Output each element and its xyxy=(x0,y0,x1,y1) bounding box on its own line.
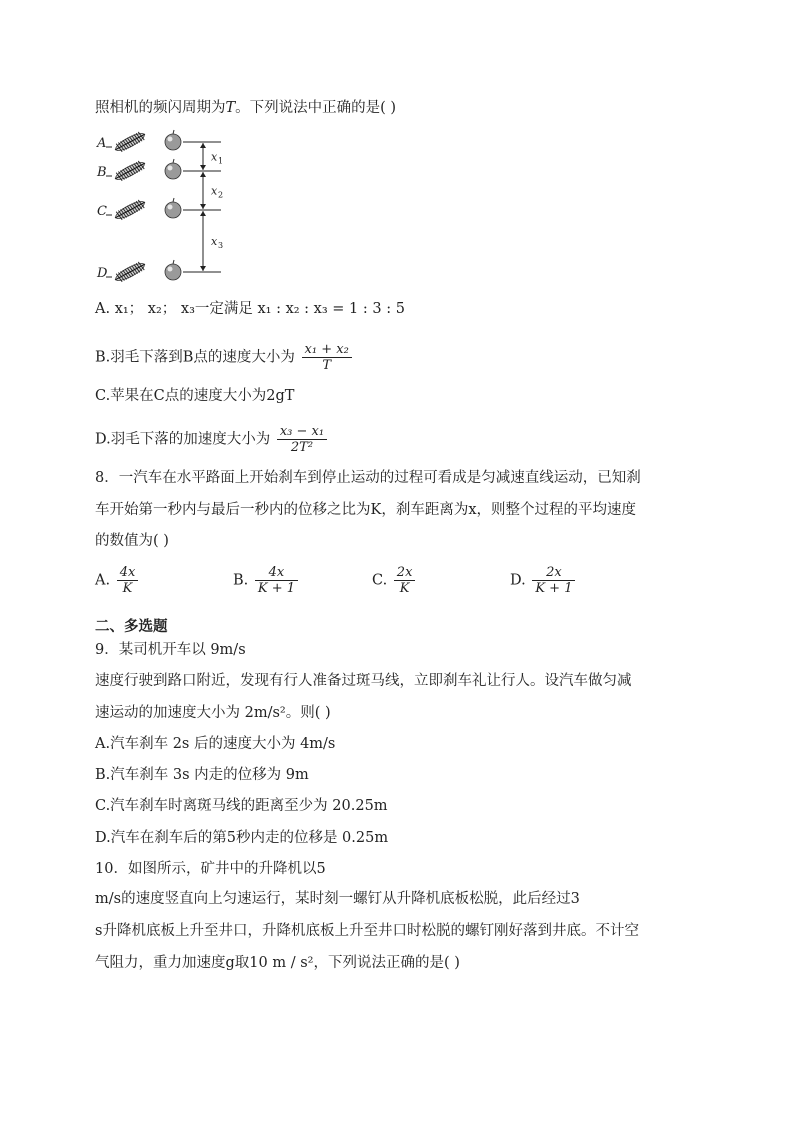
q8-option-a-den: K xyxy=(122,581,133,596)
distance-label-x2: x xyxy=(211,184,218,198)
q7-option-b-den: T xyxy=(322,358,331,373)
q9-option-d: D.汽车在刹车后的第5秒内走的位移是 0.25m xyxy=(95,830,389,846)
q7-option-d-fraction xyxy=(277,424,327,455)
q7-option-d-text: D.羽毛下落的加速度大小为 xyxy=(95,431,271,448)
free-fall-figure xyxy=(95,126,235,286)
q8-option-b-den: K + 1 xyxy=(257,581,296,596)
q9-line1: 9．某司机开车以 9m/s xyxy=(95,642,246,658)
q8-option-b-label: B. xyxy=(233,572,249,589)
distance-subscript: 1 xyxy=(218,156,224,166)
apple-highlight xyxy=(168,205,173,210)
q7-option-a: A. x₁； x₂； x₃一定满足 x₁ : x₂ : x₃ = 1 : 3 : 5 xyxy=(95,301,405,317)
q8-option-a-num: 4x xyxy=(117,565,139,581)
q7-intro-T: T xyxy=(225,100,236,116)
q7-intro-tail: 。下列说法中正确的是( ) xyxy=(235,100,397,116)
arrow-head-down xyxy=(200,165,206,170)
q7-option-b-num: x₁ + x₂ xyxy=(302,342,352,358)
q8-option-a xyxy=(95,565,140,596)
q7-intro xyxy=(95,98,396,118)
apple-stem xyxy=(173,260,174,264)
q7-intro-text: 照相机的频闪周期为 xyxy=(95,100,226,116)
q8-option-a-label: A. xyxy=(95,572,111,589)
q9-line2: 速度行驶到路口附近，发现有行人准备过斑马线，立即刹车礼让行人。设汽车做匀减 xyxy=(95,673,632,689)
apple-stem xyxy=(173,130,174,134)
distance-label-x1: x xyxy=(211,150,218,164)
point-label-b: B xyxy=(97,165,107,180)
q8-option-d xyxy=(510,565,577,596)
apple-icon xyxy=(165,134,181,150)
section-heading: 二、多选题 xyxy=(95,619,168,635)
arrow-head-down xyxy=(200,204,206,209)
arrow-head-down xyxy=(200,266,206,271)
point-label-c: C xyxy=(97,204,107,219)
q9-option-c: C.汽车刹车时离斑马线的距离至少为 20.25m xyxy=(95,798,388,814)
q10-line3: s升降机底板上升至井口，升降机底板上升至井口时松脱的螺钉刚好落到井底。不计空 xyxy=(95,923,639,939)
q10-line2: m/s的速度竖直向上匀速运行，某时刻一螺钉从升降机底板松脱，此后经过3 xyxy=(95,891,580,907)
arrow-head-up xyxy=(200,172,206,177)
q8-option-b-num: 4x xyxy=(255,565,298,581)
apple-highlight xyxy=(168,166,173,171)
q7-option-b xyxy=(95,342,354,373)
feather-icon xyxy=(113,130,148,155)
q8-option-c xyxy=(372,565,417,596)
q7-option-d xyxy=(95,424,329,455)
arrow-head-up xyxy=(200,143,206,148)
point-label-a: A xyxy=(97,136,107,151)
q8-option-d-num: 2x xyxy=(532,565,575,581)
q10-line1: 10．如图所示，矿井中的升降机以5 xyxy=(95,861,326,877)
apple-icon xyxy=(165,163,181,179)
feather-icon xyxy=(113,260,148,285)
q8-line1: 8．一汽车在水平路面上开始刹车到停止运动的过程可看成是匀减速直线运动，已知刹 xyxy=(95,470,641,486)
apple-highlight xyxy=(168,267,173,272)
q9-line3: 速运动的加速度大小为 2m/s²。则( ) xyxy=(95,705,331,721)
q10-line4: 气阻力，重力加速度g取10 m / s²，下列说法正确的是( ) xyxy=(95,955,460,971)
apple-stem xyxy=(173,159,174,163)
apple-icon xyxy=(165,264,181,280)
q8-option-b xyxy=(233,565,300,596)
q8-option-d-label: D. xyxy=(510,572,526,589)
distance-label-x3: x xyxy=(211,235,218,248)
arrow-head-up xyxy=(200,211,206,216)
q9-option-b: B.汽车刹车 3s 内走的位移为 9m xyxy=(95,767,309,783)
q7-option-b-text: B.羽毛下落到B点的速度大小为 xyxy=(95,349,295,366)
q9-option-a: A.汽车刹车 2s 后的速度大小为 4m/s xyxy=(95,736,336,752)
q7-option-d-num: x₃ − x₁ xyxy=(277,424,327,440)
apple-icon xyxy=(165,202,181,218)
q8-line2: 车开始第一秒内与最后一秒内的位移之比为K，刹车距离为x，则整个过程的平均速度 xyxy=(95,502,637,518)
feather-icon xyxy=(113,159,148,184)
feather-icon xyxy=(113,198,148,223)
q8-option-c-label: C. xyxy=(372,572,388,589)
q8-option-c-num: 2x xyxy=(394,565,416,581)
q7-option-d-den: 2T² xyxy=(290,440,314,455)
apple-highlight xyxy=(168,137,173,142)
q7-option-b-fraction xyxy=(302,342,352,373)
q8-line3: 的数值为( ) xyxy=(95,533,169,549)
q8-option-d-den: K + 1 xyxy=(535,581,573,596)
apple-stem xyxy=(173,198,174,202)
point-label-d: D xyxy=(97,266,108,281)
q7-option-c: C.苹果在C点的速度大小为2gT xyxy=(95,388,295,404)
q8-option-c-den: K xyxy=(399,581,410,596)
distance-subscript: 3 xyxy=(218,241,224,250)
distance-subscript: 2 xyxy=(218,190,224,200)
